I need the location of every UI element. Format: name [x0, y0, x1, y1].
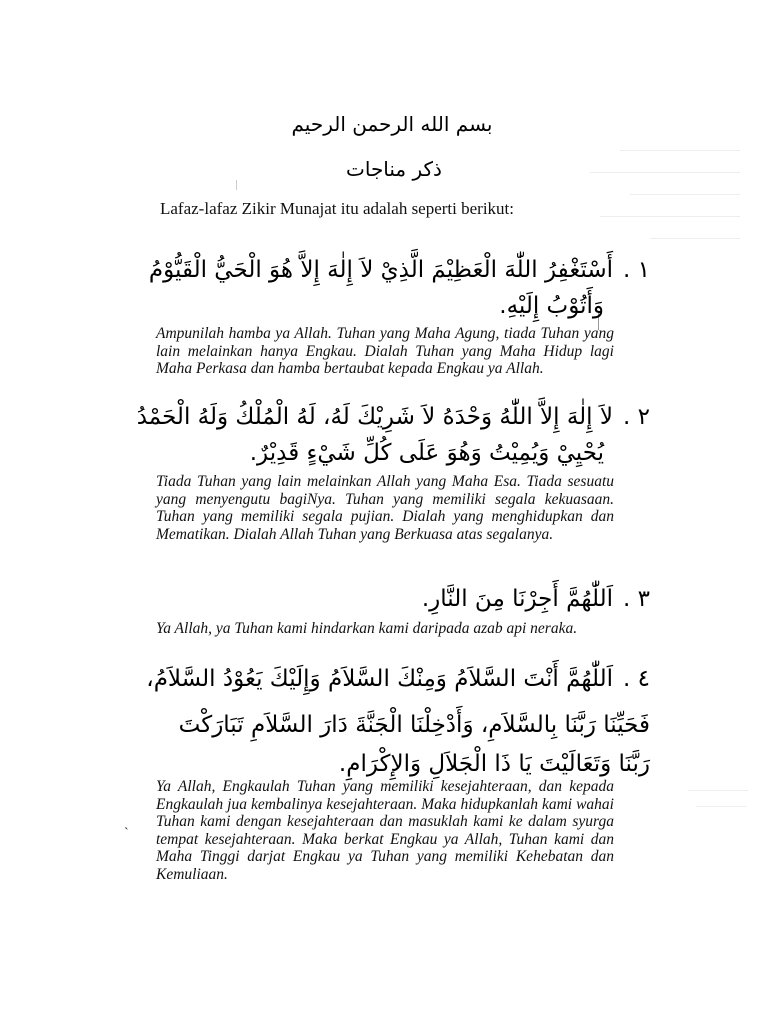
basmala-heading: بسم الله الرحمن الرحيم: [291, 112, 493, 136]
scan-mark: [236, 180, 237, 190]
item-number: ٤ .: [623, 666, 650, 692]
arabic-line: فَحَيِّنَا رَبَّنَا بِالسَّلاَمِ، وَأَدْخِلْنَا الْجَنَّةَ دَارَ السَّلاَمِ تَبَارَكْتَ: [178, 711, 650, 738]
show-through-line: [696, 806, 746, 807]
zikir-item-1-arabic: [149, 253, 650, 324]
arabic-line: وَأَتُوْبُ إِلَيْهِ.: [499, 292, 604, 319]
intro-text: Lafaz-lafaz Zikir Munajat itu adalah seperti berikut:: [160, 199, 515, 218]
zikir-item-3-arabic: [422, 582, 650, 618]
zikir-item-4-arabic: [146, 662, 650, 783]
arabic-line: لاَ إِلٰهَ إِلاَّ اللّٰهُ وَحْدَهُ لاَ شَرِيْكَ لَهُ، لَهُ الْمُلْكُ وَلَهُ الْحَمْدُ: [136, 404, 614, 430]
show-through-line: [620, 150, 740, 151]
show-through-line: [688, 790, 748, 791]
zikir-item-1-translation: Ampunilah hamba ya Allah. Tuhan yang Maha Agung, tiada Tuhan yang lain melainkan hanya Engkau. Dialah Tuhan yang Maha Hidup lagi Maha Perkasa dan hamba bertaubat kepada Engkau ya Allah.: [156, 325, 614, 378]
item-number: ١ .: [623, 257, 650, 283]
zikir-item-3-translation: Ya Allah, ya Tuhan kami hindarkan kami daripada azab api neraka.: [156, 620, 578, 637]
zikir-item-2-translation: Tiada Tuhan yang lain melainkan Allah yang Maha Esa. Tiada sesuatu yang menyengutu bagiNya. Tuhan yang memiliki segala kekuasaan. Tuhan yang memiliki segala pujian. Dialah yang menghidupkan dan Mematikan. Dialah Allah Tuhan yang Berkuasa atas segalanya.: [156, 473, 614, 543]
margin-mark: `: [124, 826, 129, 841]
arabic-line: أَسْتَغْفِرُ اللّٰهَ الْعَظِيْمَ الَّذِيْ لاَ إِلٰهَ إِلاَّ هُوَ الْحَيُّ الْقَيُّوْمُ: [148, 257, 614, 283]
zikir-item-4-translation: Ya Allah, Engkaulah Tuhan yang memiliki kesejahteraan, dan kepada Engkaulah jua kembalinya kesejahteraan. Maka hidupkanlah kami wahai Tuhan kami dengan kesejahteraan dan masuklah kami ke dalam syurga tempat kesejahteraan. Maka berkat Engkau ya Allah, Tuhan kami dan Maha Tinggi darjat Engkau ya Tuhan yang memiliki Kehebatan dan Kemuliaan.: [156, 778, 614, 883]
show-through-line: [650, 238, 740, 239]
show-through-line: [630, 194, 740, 195]
arabic-line: رَبَّنَا وَتَعَالَيْتَ يَا ذَا الْجَلاَلِ وَالإِكْرَامِ.: [338, 751, 650, 778]
page-title: ذكر مناجات: [346, 157, 442, 181]
arabic-line: يُحْيِيْ وَيُمِيْتُ وَهُوَ عَلَى كُلِّ شَيْءٍ قَدِيْرٌ.: [249, 439, 604, 466]
arabic-line: اَللّٰهُمَّ أَجِرْنَا مِنَ النَّارِ.: [421, 586, 614, 612]
arabic-line: اَللّٰهُمَّ أَنْتَ السَّلاَمُ وَمِنْكَ السَّلاَمُ وَإِلَيْكَ يَعُوْدُ السَّلاَمُ،: [146, 666, 614, 692]
zikir-item-2-arabic: [137, 400, 650, 471]
item-number: ٣ .: [623, 586, 650, 612]
item-number: ٢ .: [623, 404, 650, 430]
